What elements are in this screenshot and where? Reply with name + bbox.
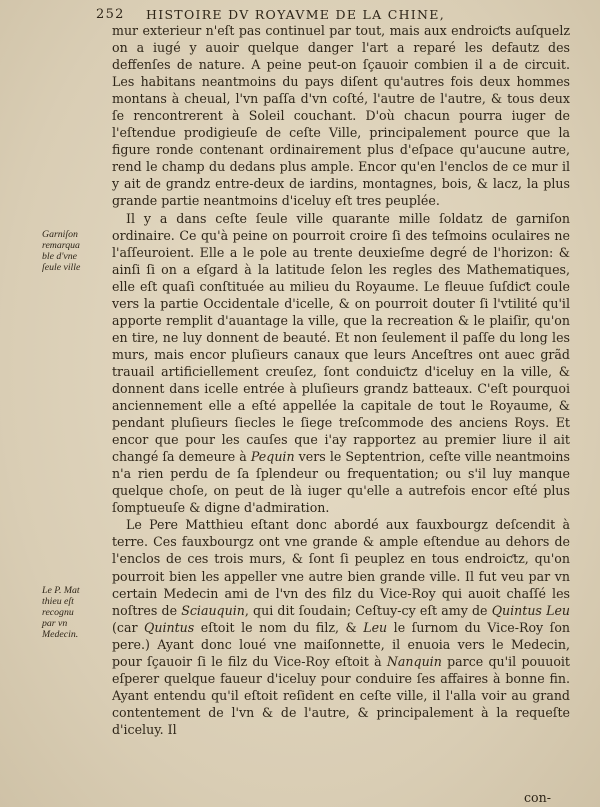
text-run: Il y a dans ceſte ſeule ville quarante mille ſoldatz de garniſon ordinaire. Ce qu'à peine on pourroit croire ſi des teſmoins oculaires ne l'aſſeuroient. Elle a le pole au trente deuxieſme degré de l'horizon: & ainſi ſi on a eſgard à la latitude ſelon les regles des Mathematiques, elle eſt quaſi conſtituée au milieu du Royaume. Le fleuue ſuſdiƈt coule vers la partie Occidentale d'icelle, & on pourroit douter ſi l'vtilité qu'il apporte remplit d'auantage la ville, que la recreation & le plaiſir, qu'on en tire, ne luy donnent de beauté. Et non ſeulement il paſſe du long les murs, mais encor pluſieurs canaux que leurs Anceſtres ont auec grãd trauail artificiellement creuſez, ſont conduiƈtz d'iceluy en la ville, & donnent dans icelle entrée à pluſieurs grandz batteaux. C'eſt pourquoi anciennement elle a eſté appellée la capitale de tout le Royaume, & pendant pluſieurs ſiecles le ſiege treſcommode des anciens Roys. Et encor que pour les cauſes que i'ay rapportez au premier liure il ait changé ſa demeure à xyxy=(112,210,570,465)
text-run: mur exterieur n'eſt pas continuel par tout, mais aux endroiƈts auſquelz on a iugé y auoir quelque danger l'art a reparé les defautz des deffenſes de nature. A peine peut-on ſçauoir combien il a de circuit. Les habitans neantmoins du pays diſent qu'autres fois deux hommes montans à cheual, l'vn paſſa d'vn coſté, l'autre de l'autre, & tous deux ſe rencontrerent à Soleil couchant. D'où chacun pourra iuger de l'eſtendue prodigieuſe de ceſte Ville, principalement pource que la figure ronde contenant ordinairement plus d'eſpace qu'aucune autre, rend le champ du dedans plus ample. Encor qu'en l'enclos de ce mur il y ait de grandz entre-deux de iardins, montagnes, bois, & lacz, la plus grande partie neantmoins d'iceluy eſt tres peuplée. xyxy=(112,23,570,209)
italic-name: Leu xyxy=(363,619,388,635)
margin-note-line: remarqua xyxy=(42,240,80,251)
italic-name: Sciauquin xyxy=(181,602,245,618)
paragraph-3 xyxy=(112,516,570,738)
italic-name: Pequin xyxy=(250,449,295,465)
margin-note-line: ſeule ville xyxy=(42,262,81,273)
margin-note-line: recognu xyxy=(42,607,74,618)
italic-name: Quintus Leu xyxy=(491,602,571,618)
margin-note-line: thieu eſt xyxy=(42,596,74,607)
italic-name: Nanquin xyxy=(386,653,442,669)
running-title: HISTOIRE DV ROYAVME DE LA CHINE, xyxy=(146,7,445,22)
paragraph-1 xyxy=(112,22,570,210)
margin-note-line: Le P. Mat xyxy=(42,585,80,596)
text-run: eſtoit le nom du filz, & xyxy=(194,619,364,635)
text-run: , qui dit ſoudain; Ceſtuy-cy eſt amy de xyxy=(244,602,492,618)
text-run: Le Pere Matthieu eſtant donc abordé aux fauxbourgz deſcendit à terre. Ces fauxbourgz ont vne grande & ample eſtendue au dehors de l'enclos de ces trois murs, & ſont ſi peuplez en tous endroiƈtz, qu'on pourroit bien les appeller vne autre bien grande ville. Il fut veu par vn certain Medecin ami de l'vn des filz du Vice-Roy qui auoit chaſſé les noſtres de xyxy=(112,517,570,618)
margin-note-line: ble d'vne xyxy=(42,251,78,262)
text-run: parce qu'il pouuoit eſperer quelque faueur d'iceluy pour conduire ſes affaires à bonne fin. Ayant entendu qu'il eſtoit reſident en ceſte ville, il l'alla voir au grand contentement de l'vn & de l'autre, & principalement à la requeſte d'iceluy. Il xyxy=(112,653,570,737)
margin-note-line: Medecin. xyxy=(42,629,79,640)
margin-note-garrison xyxy=(42,229,108,273)
margin-note-line: Garniſon xyxy=(42,229,78,240)
margin-note-line: par vn xyxy=(42,618,68,629)
italic-name: Quintus xyxy=(144,619,195,635)
text-run: le ſurnom du Vice-Roy ſon pere.) Ayant donc loué vne maiſonnette, il enuoia vers le Medecin, pour ſçauoir ſi le filz du Vice-Roy eſtoit à xyxy=(112,619,571,669)
margin-note-physician xyxy=(42,585,108,640)
text-run: (car xyxy=(112,619,145,635)
text-run: vers le Septentrion, ceſte ville neantmoins n'a rien perdu de ſa ſplendeur ou frequentation; ou s'il luy manque quelque choſe, on peut de là iuger qu'elle a autrefois encor eſté plus ſomptueuſe & digne d'admiration. xyxy=(112,449,571,516)
main-text xyxy=(112,22,570,738)
catchword: con- xyxy=(524,790,552,805)
page-number: 252 xyxy=(96,7,125,22)
paragraph-2 xyxy=(112,210,570,517)
